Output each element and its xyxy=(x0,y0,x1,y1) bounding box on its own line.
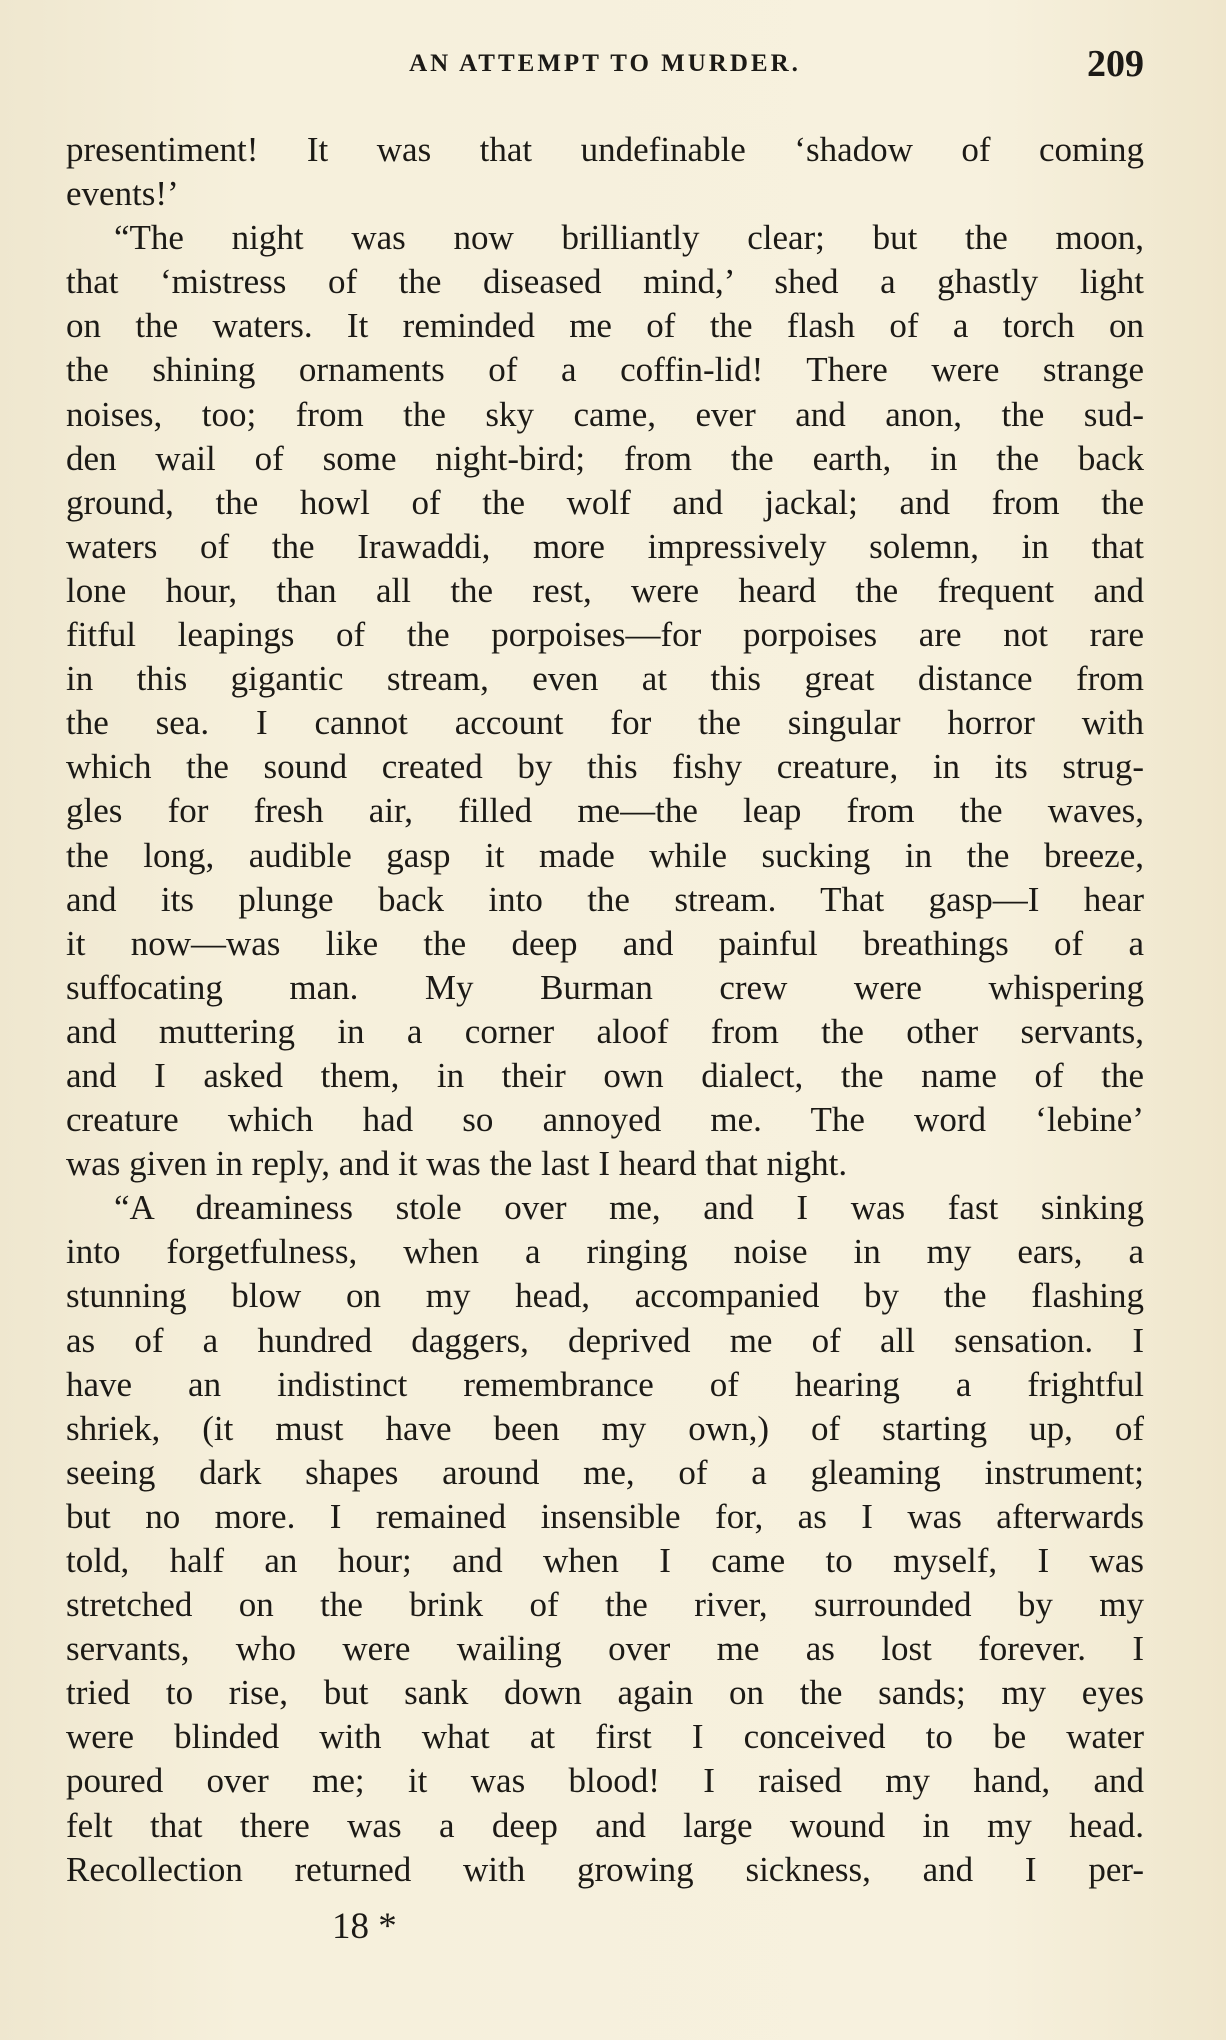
text-line: den wail of some night-bird; from the earth, in the back xyxy=(66,438,1144,478)
text-line: shriek, (it must have been my own,) of starting up, of xyxy=(66,1408,1144,1448)
text-line: stretched on the brink of the river, surrounded by my xyxy=(66,1585,1144,1625)
signature-mark: 18 * xyxy=(332,1906,397,1947)
text-line: the long, audible gasp it made while sucking in the breeze, xyxy=(66,835,1144,875)
text-line: fitful leapings of the porpoises—for porpoises are not rare xyxy=(66,615,1144,655)
text-line: creature which had so annoyed me. The word ‘lebine’ xyxy=(66,1100,1144,1140)
text-line: was given in reply, and it was the last I heard that night. xyxy=(66,1144,848,1184)
text-line: were blinded with what at first I conceived to be water xyxy=(66,1717,1144,1757)
text-line: seeing dark shapes around me, of a gleaming instrument; xyxy=(66,1452,1144,1492)
page-number: 209 xyxy=(1087,43,1144,85)
text-line: lone hour, than all the rest, were heard the frequent and xyxy=(66,570,1144,610)
text-line: on the waters. It reminded me of the flash of a torch on xyxy=(66,306,1144,346)
text-line: the shining ornaments of a coffin-lid! There were strange xyxy=(66,350,1144,390)
text-line: and I asked them, in their own dialect, the name of the xyxy=(66,1055,1144,1095)
text-line: gles for fresh air, filled me—the leap from the waves, xyxy=(66,791,1144,831)
text-line: “A dreaminess stole over me, and I was fast sinking xyxy=(114,1188,1144,1228)
text-line: and muttering in a corner aloof from the other servants, xyxy=(66,1011,1144,1051)
text-line: which the sound created by this fishy creature, in its strug- xyxy=(66,747,1144,787)
text-line: “The night was now brilliantly clear; but the moon, xyxy=(114,218,1144,258)
text-line: and its plunge back into the stream. That gasp—I hear xyxy=(66,879,1144,919)
text-line: noises, too; from the sky came, ever and anon, the sud- xyxy=(66,394,1144,434)
page-header xyxy=(66,42,1144,88)
text-line: it now—was like the deep and painful breathings of a xyxy=(66,923,1144,963)
text-line: told, half an hour; and when I came to myself, I was xyxy=(66,1541,1144,1580)
text-line: have an indistinct remembrance of hearing a frightful xyxy=(66,1364,1144,1404)
text-line: suffocating man. My Burman crew were whispering xyxy=(66,967,1144,1007)
text-line: servants, who were wailing over me as lost forever. I xyxy=(66,1629,1144,1669)
text-line: presentiment! It was that undefinable ‘shadow of coming xyxy=(66,130,1144,169)
text-line: that ‘mistress of the diseased mind,’ shed a ghastly light xyxy=(66,262,1144,302)
text-line: the sea. I cannot account for the singular horror with xyxy=(66,703,1144,743)
text-line: in this gigantic stream, even at this great distance from xyxy=(66,659,1144,699)
text-line: stunning blow on my head, accompanied by the flashing xyxy=(66,1276,1144,1316)
text-line: ground, the howl of the wolf and jackal; and from the xyxy=(66,482,1144,522)
body-text xyxy=(66,128,1144,1892)
text-line: waters of the Irawaddi, more impressively solemn, in that xyxy=(66,526,1144,566)
text-line: poured over me; it was blood! I raised my hand, and xyxy=(66,1761,1144,1801)
text-line: tried to rise, but sank down again on the sands; my eyes xyxy=(66,1673,1144,1713)
text-line: as of a hundred daggers, deprived me of all sensation. I xyxy=(66,1320,1144,1360)
text-line: but no more. I remained insensible for, as I was afterwards xyxy=(66,1496,1144,1536)
text-line: Recollection returned with growing sickness, and I per- xyxy=(66,1849,1144,1889)
running-head: AN ATTEMPT TO MURDER. xyxy=(409,50,801,77)
text-line: felt that there was a deep and large wound in my head. xyxy=(66,1805,1144,1845)
text-line: events!’ xyxy=(66,174,179,214)
text-line: into forgetfulness, when a ringing noise in my ears, a xyxy=(66,1232,1144,1272)
